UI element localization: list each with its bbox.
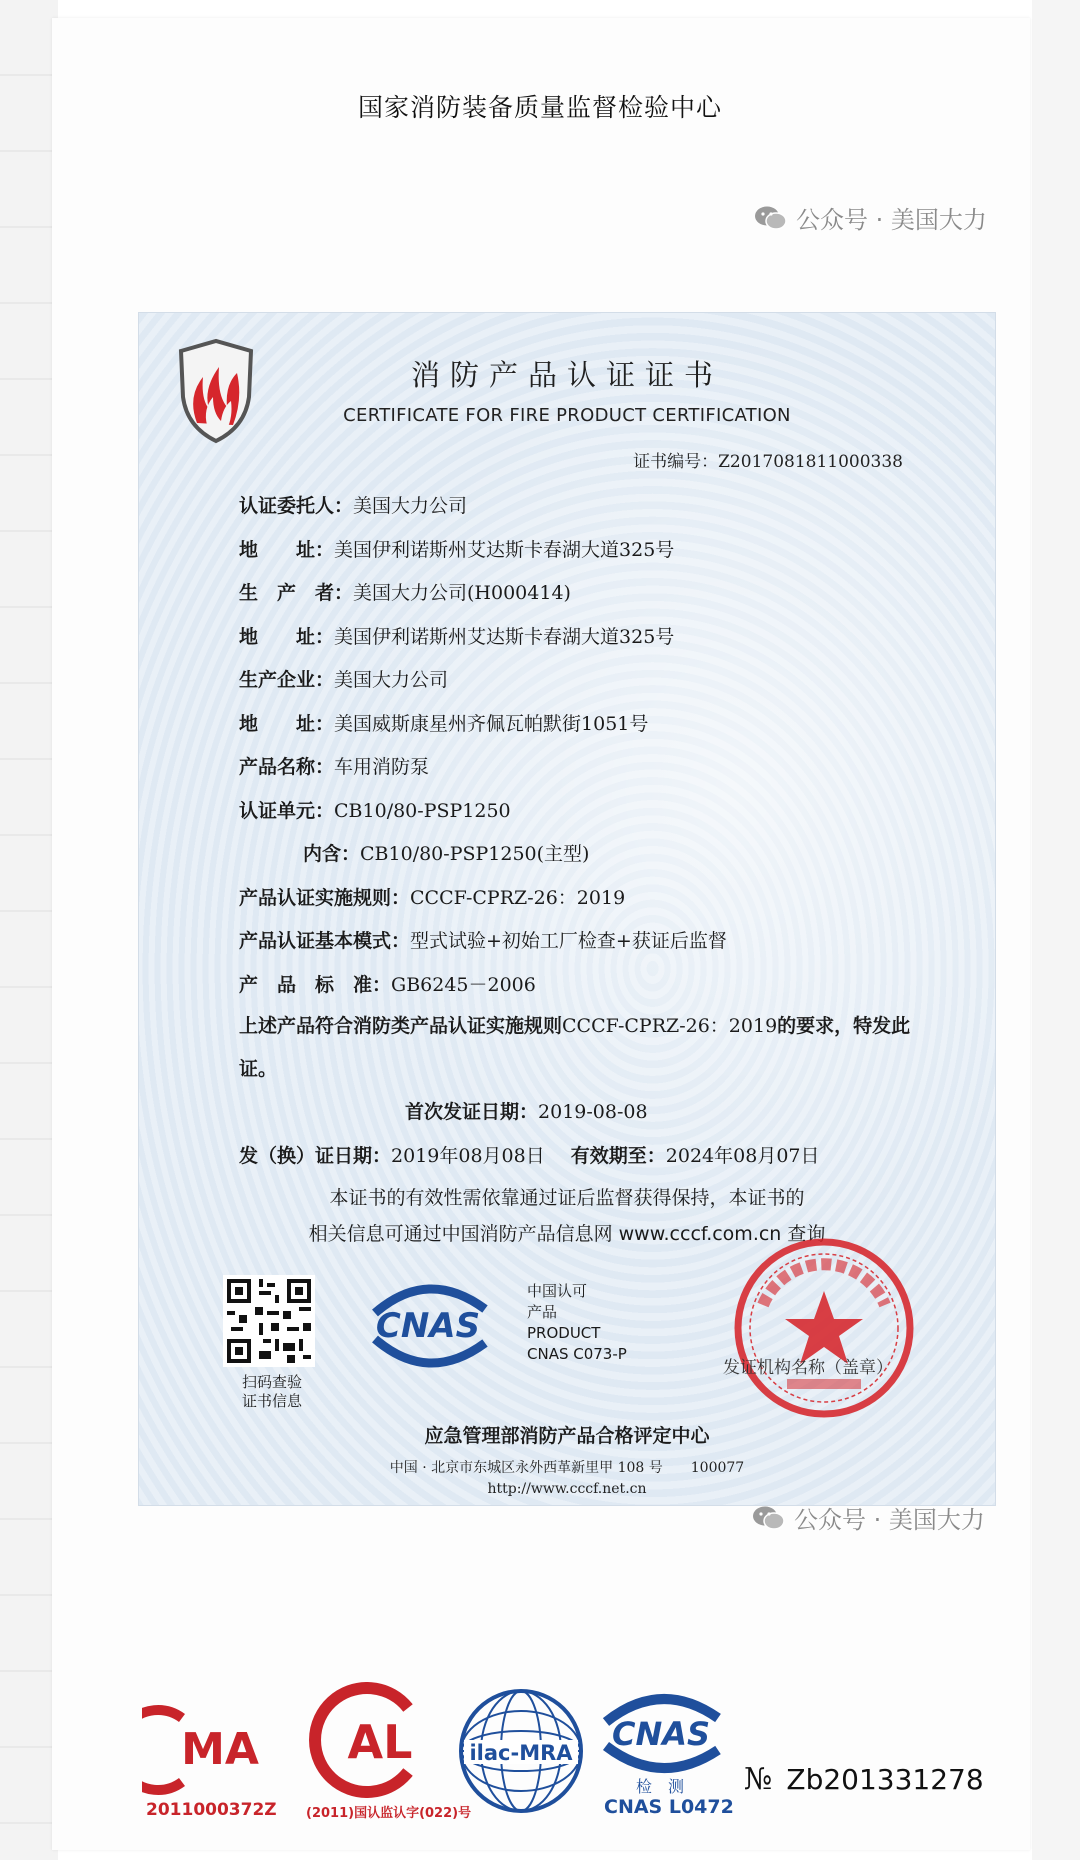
qr-label-line: 证书信息 — [241, 1392, 302, 1410]
field-value: 美国威斯康星州齐佩瓦帕默街1051号 — [334, 713, 649, 735]
field-label: 首次发证日期： — [405, 1101, 539, 1123]
cnas-logo-icon — [361, 1273, 495, 1377]
qr-label-line: 扫码查验 — [241, 1373, 302, 1391]
page-edge — [0, 0, 58, 1860]
field-manufacturer — [239, 578, 571, 605]
cnas-line: CNAS C073-P — [527, 1345, 627, 1363]
page-edge-right — [1032, 0, 1080, 1860]
document-number-value: Zb201331278 — [786, 1763, 984, 1796]
field-label: 产品名称： — [239, 756, 335, 778]
notice-line-1: 本证书的有效性需依靠通过证后监督获得保持，本证书的 — [329, 1187, 805, 1209]
field-value: 美国大力公司 — [353, 495, 468, 517]
wechat-icon — [754, 205, 788, 231]
document-number — [744, 1762, 984, 1797]
field-label: 产品认证实施规则： — [239, 887, 411, 909]
field-value: 2019-08-08 — [538, 1101, 648, 1123]
field-label: 产品认证基本模式： — [239, 930, 411, 952]
cnas-footer-number: CNAS L0472 — [604, 1796, 734, 1818]
statement-prefix: 上述产品符合消防类产品认证实施规则 — [239, 1015, 563, 1037]
certificate-title: 消防产品认证证书 — [410, 358, 723, 392]
field-applicant-address — [239, 535, 674, 562]
cal-number: (2011)国认监认字(022)号 — [306, 1806, 472, 1821]
certificate-number — [633, 447, 903, 472]
field-value: 美国伊利诺斯州艾达斯卡春湖大道325号 — [334, 626, 675, 648]
field-standard — [239, 970, 536, 997]
ilac-mra-logo-icon — [456, 1686, 586, 1816]
field-label: 发（换）证日期： — [239, 1145, 392, 1167]
cnas-line: 中国认可 — [527, 1282, 588, 1300]
field-value: 美国大力公司 — [334, 669, 449, 691]
valid-date: 2024年08月07日 — [665, 1145, 820, 1167]
cal-logo-icon — [304, 1682, 442, 1798]
conformity-statement — [239, 1005, 919, 1091]
field-value: 美国伊利诺斯州艾达斯卡春湖大道325号 — [334, 539, 675, 561]
field-value: 型式试验+初始工厂检查+获证后监督 — [410, 930, 727, 952]
official-seal-icon — [729, 1233, 919, 1423]
certificate-number-label: 证书编号： — [633, 452, 719, 472]
statement-suffix: 的要求，特发此证。 — [239, 1015, 911, 1080]
field-label: 地 址： — [239, 626, 335, 648]
field-applicant — [239, 491, 467, 518]
certificate — [138, 312, 996, 1506]
cal-logo-text: AL — [347, 1715, 413, 1769]
notice-line-2: 相关信息可通过中国消防产品信息网 www.cccf.com.cn 查询 — [308, 1223, 826, 1245]
center-url: http://www.cccf.net.cn — [487, 1481, 647, 1497]
field-value: CB10/80-PSP1250 — [334, 800, 511, 822]
field-value: CCCF-CPRZ-26：2019 — [410, 887, 626, 909]
wechat-icon — [752, 1505, 786, 1531]
certificate-title-en: CERTIFICATE FOR FIRE PRODUCT CERTIFICATION — [343, 405, 791, 426]
field-label: 认证单元： — [239, 800, 335, 822]
cnas-footer-logo-icon — [594, 1682, 728, 1782]
field-factory-address — [239, 709, 648, 736]
cnas-line: 产品 — [527, 1303, 558, 1321]
field-value: 2019年08月08日 — [391, 1145, 545, 1167]
first-issue-date — [405, 1097, 648, 1124]
number-symbol: № — [744, 1762, 773, 1797]
qr-label — [217, 1373, 327, 1411]
field-mode — [239, 926, 727, 953]
field-contains — [303, 839, 589, 866]
qr-code-icon — [223, 1275, 315, 1367]
field-manufacturer-address — [239, 622, 674, 649]
cnas-footer-text: CNAS — [611, 1715, 711, 1753]
field-value: 车用消防泵 — [334, 756, 430, 778]
statement-rule: CCCF-CPRZ-26：2019 — [562, 1015, 778, 1037]
cma-logo-text: MA — [181, 1724, 259, 1775]
valid-label: 有效期至： — [570, 1145, 666, 1167]
field-value: 美国大力公司(H000414) — [353, 582, 571, 604]
field-label: 地 址： — [239, 539, 335, 561]
watermark-text: 公众号 · 美国大力 — [796, 206, 987, 234]
cnas-test-label: 检 测 — [636, 1777, 685, 1796]
field-rule — [239, 883, 625, 910]
center-address: 中国 · 北京市东城区永外西革新里甲 108 号 100077 — [389, 1460, 745, 1476]
issuer-label: 发证机构名称（盖章） — [723, 1358, 893, 1378]
field-label: 产 品 标 准： — [239, 974, 392, 996]
field-cert-unit — [239, 796, 511, 823]
cma-number: 2011000372Z — [146, 1800, 277, 1820]
field-label: 生产企业： — [239, 669, 335, 691]
field-label: 内含： — [303, 843, 361, 865]
field-product-name — [239, 752, 429, 779]
field-value: CB10/80-PSP1250(主型) — [360, 843, 590, 865]
watermark-top — [754, 200, 987, 235]
issue-date — [239, 1141, 820, 1168]
page-title: 国家消防装备质量监督检验中心 — [357, 93, 722, 122]
cnas-logo-text: CNAS — [375, 1306, 481, 1346]
field-factory — [239, 665, 448, 692]
ilac-logo-text: ilac-MRA — [469, 1741, 573, 1765]
cma-logo-icon — [142, 1700, 282, 1800]
certificate-number-value: Z2017081811000338 — [718, 452, 903, 472]
cnas-accreditation-text — [527, 1281, 627, 1365]
field-value: GB6245－2006 — [391, 974, 536, 996]
field-label: 地 址： — [239, 713, 335, 735]
watermark-text: 公众号 · 美国大力 — [794, 1506, 985, 1534]
field-label: 认证委托人： — [239, 495, 354, 517]
cnas-line: PRODUCT — [527, 1324, 601, 1342]
field-label: 生 产 者： — [239, 582, 354, 604]
center-name: 应急管理部消防产品合格评定中心 — [424, 1425, 710, 1447]
watermark-bottom — [752, 1500, 985, 1535]
